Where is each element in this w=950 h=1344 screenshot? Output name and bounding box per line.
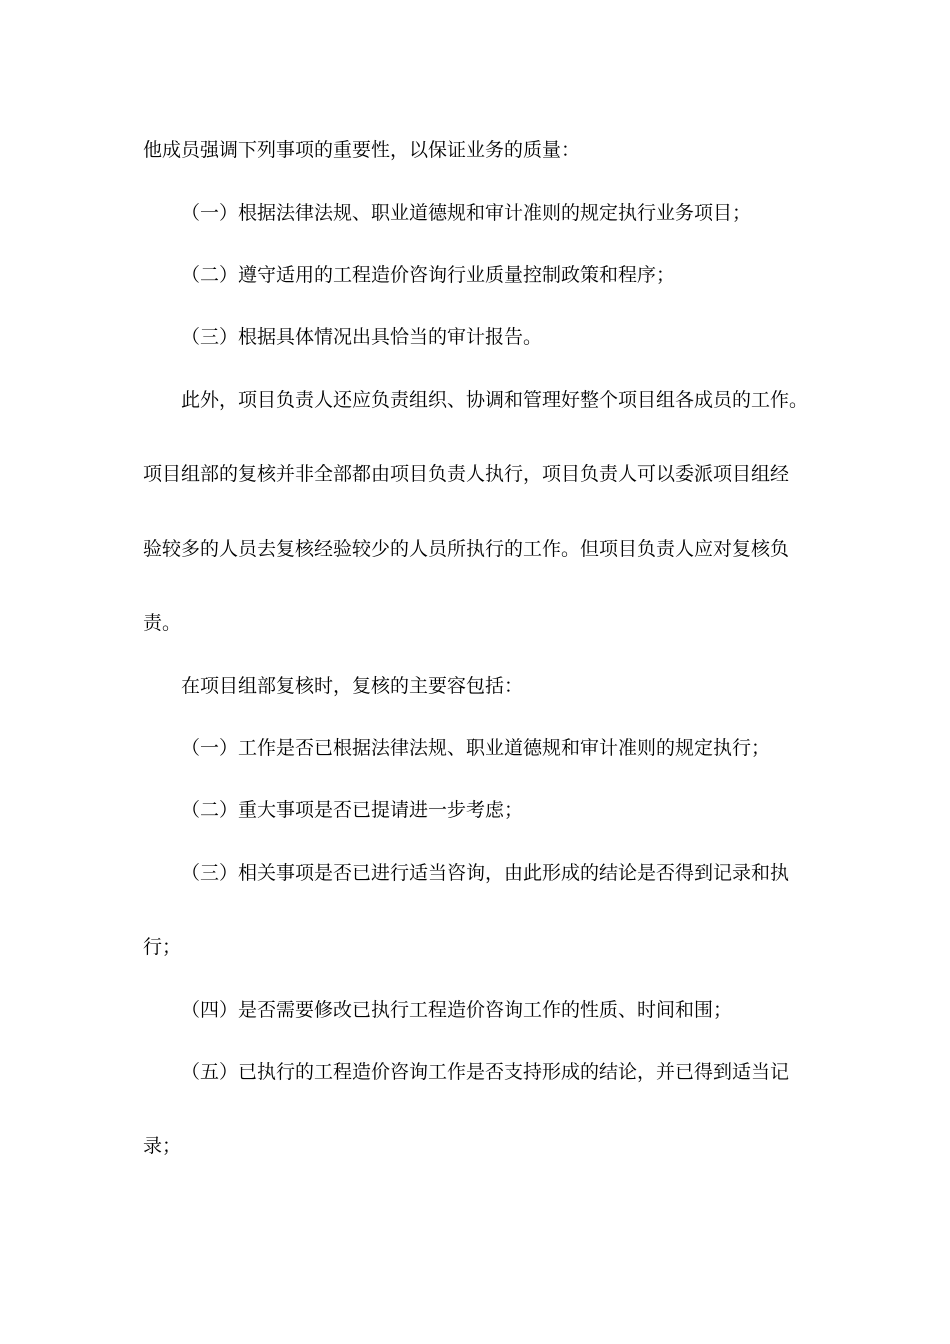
paragraph-line-5: 此外，项目负责人还应负责组织、协调和管理好整个项目组各成员的工作。 — [181, 389, 809, 411]
review-item-1: （一）工作是否已根据法律法规、职业道德规和审计准则的规定执行； — [181, 737, 771, 759]
list-item-2: （二）遵守适用的工程造价咨询行业质量控制政策和程序； — [181, 264, 676, 286]
paragraph-line-9: 在项目组部复核时，复核的主要容包括： — [181, 675, 524, 697]
list-item-3: （三）根据具体情况出具恰当的审计报告。 — [181, 326, 543, 348]
paragraph-line-1: 他成员强调下列事项的重要性，以保证业务的质量： — [143, 139, 581, 161]
review-item-2: （二）重大事项是否已提请进一步考虑； — [181, 799, 524, 821]
paragraph-line-6: 项目组部的复核并非全部都由项目负责人执行，项目负责人可以委派项目组经 — [143, 463, 790, 485]
review-item-5: （五）已执行的工程造价咨询工作是否支持形成的结论，并已得到适当记 — [181, 1061, 790, 1083]
review-item-5-continued: 录； — [143, 1135, 182, 1157]
review-item-4: （四）是否需要修改已执行工程造价咨询工作的性质、时间和围； — [181, 999, 733, 1021]
paragraph-line-8: 责。 — [143, 612, 182, 634]
paragraph-line-7: 验较多的人员去复核经验较少的人员所执行的工作。但项目负责人应对复核负 — [143, 538, 790, 560]
review-item-3-continued: 行； — [143, 936, 182, 958]
list-item-1: （一）根据法律法规、职业道德规和审计准则的规定执行业务项目； — [181, 202, 752, 224]
review-item-3: （三）相关事项是否已进行适当咨询，由此形成的结论是否得到记录和执 — [181, 862, 790, 884]
